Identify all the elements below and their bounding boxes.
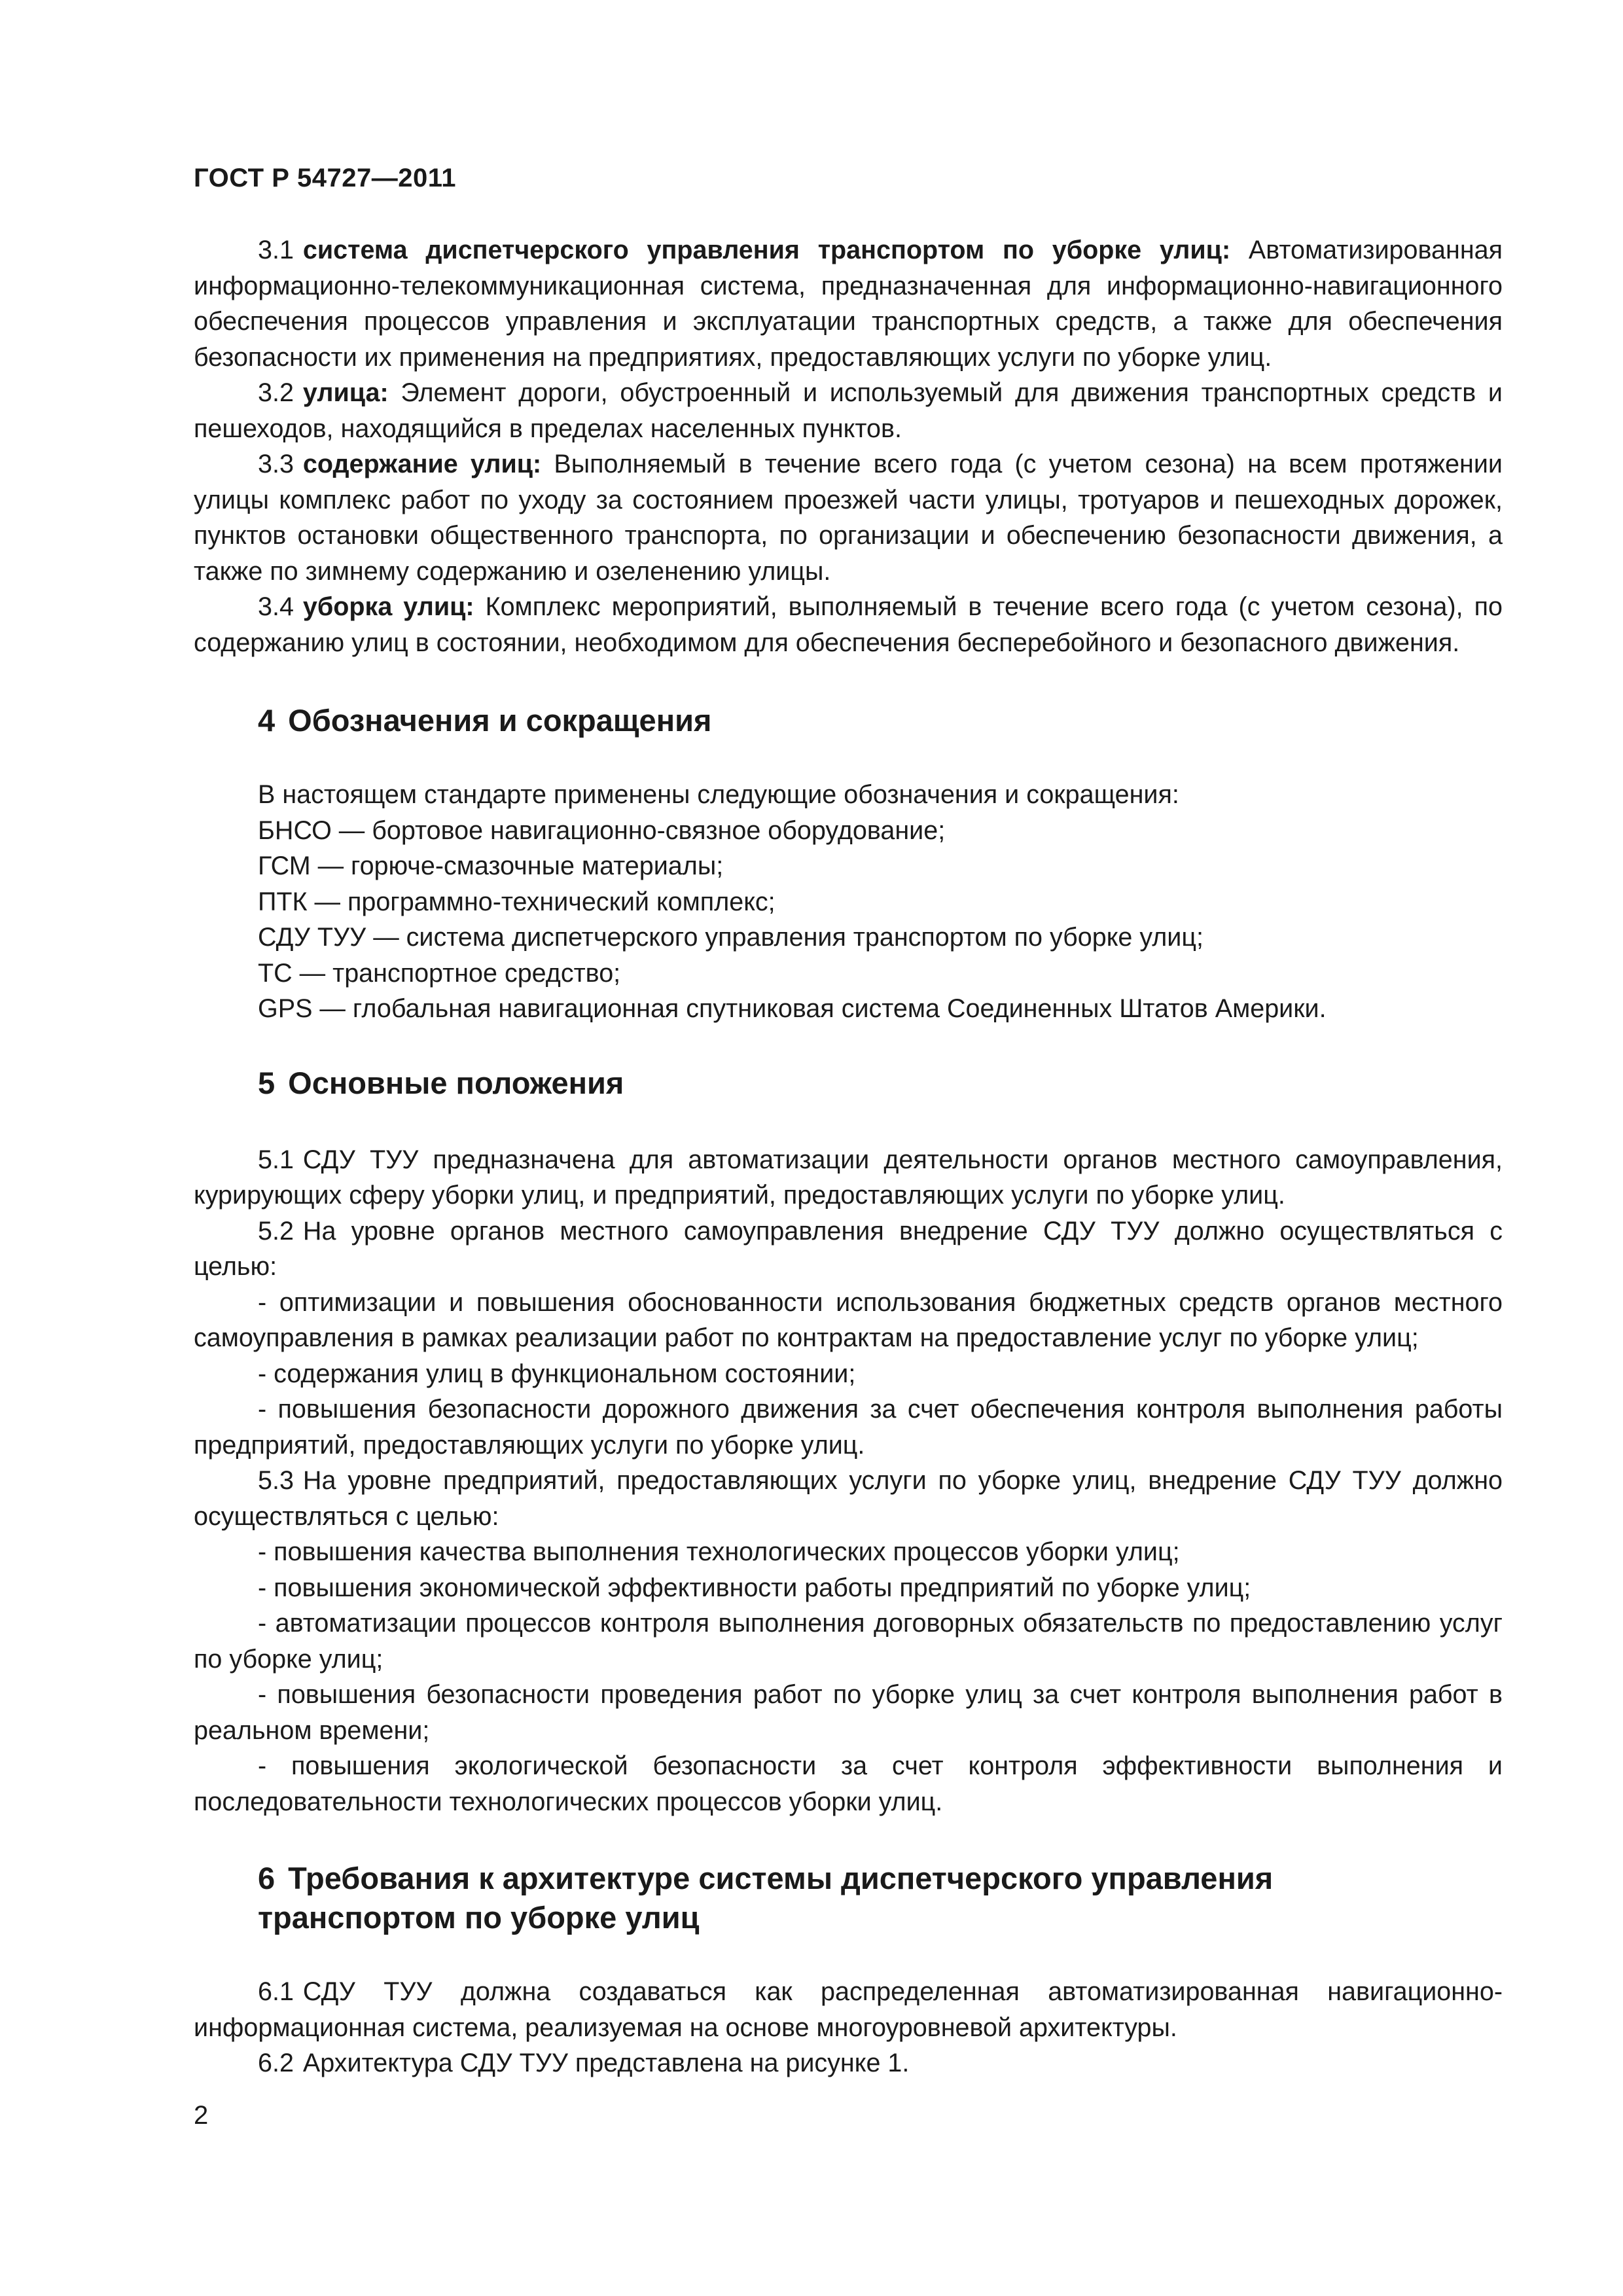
abbreviations-list [194, 777, 1503, 1027]
paragraph-text: На уровне предприятий, предоставляющих услуги по уборке улиц, внедрение СДУ ТУУ должно осуществляться с целью: [194, 1466, 1503, 1531]
abbreviation-item: БНСО — бортовое навигационно-связное оборудование; [258, 816, 946, 845]
term-definition: улица: [302, 378, 389, 407]
clause-number: 6.1 [258, 1977, 294, 2006]
term-definition: уборка улиц: [302, 592, 474, 621]
paragraph-3-1 [194, 232, 1503, 375]
list-item: - содержания улиц в функциональном состоянии; [258, 1359, 856, 1388]
clause-number: 5.2 [258, 1216, 294, 1246]
section-heading-6 [194, 1859, 1503, 1937]
term-definition: содержание улиц: [302, 450, 542, 478]
clause-number: 6.2 [258, 2049, 294, 2077]
paragraph-text: Архитектура СДУ ТУУ представлена на рисунке 1. [302, 2049, 910, 2077]
list-item: - автоматизации процессов контроля выполнения договорных обязательств по предоставлению услуг по уборке улиц; [194, 1609, 1503, 1674]
section-heading-5 [194, 1064, 1503, 1103]
section-number: 5 [258, 1065, 276, 1100]
list-item: - повышения экономической эффективности работы предприятий по уборке улиц; [258, 1573, 1251, 1602]
page-content [194, 232, 1503, 2081]
clause-number: 3.1 [258, 236, 294, 264]
abbreviation-item: ТС — транспортное средство; [258, 958, 621, 988]
page-number: 2 [194, 2101, 209, 2130]
clause-number: 3.2 [258, 378, 294, 407]
section-number: 4 [258, 703, 276, 738]
abbreviation-item: ПТК — программно-технический комплекс; [258, 887, 776, 916]
document-code-header: ГОСТ Р 54727—2011 [194, 164, 456, 192]
paragraph-text: Элемент дороги, обустроенный и используемый для движения транспортных средств и пешеходов, находящийся в пределах населенных пунктов. [194, 378, 1503, 443]
paragraph-6-1 [194, 1974, 1503, 2045]
paragraph-5-3 [194, 1463, 1503, 1534]
paragraph-text: Комплекс мероприятий, выполняемый в течение всего года (с учетом сезона), по содержанию улиц в состоянии, необходимом для обеспечения бесперебойного и безопасного движения. [194, 592, 1503, 657]
clause-number: 3.3 [258, 450, 294, 478]
abbreviation-item: GPS — глобальная навигационная спутниковая система Соединенных Штатов Америки. [258, 994, 1327, 1023]
term-definition: система диспетчерского управления транспортом по уборке улиц: [302, 236, 1231, 264]
section-title: Обозначения и сокращения [288, 703, 712, 738]
clause-number: 5.1 [258, 1145, 294, 1174]
clause-number: 5.3 [258, 1466, 294, 1495]
section-title: Основные положения [288, 1065, 624, 1100]
abbreviation-item: ГСМ — горюче-смазочные материалы; [258, 852, 724, 880]
paragraph-text: На уровне органов местного самоуправления внедрение СДУ ТУУ должно осуществляться с целью: [194, 1216, 1503, 1281]
list-item: - повышения безопасности проведения работ по уборке улиц за счет контроля выполнения работ в реальном времени; [194, 1680, 1503, 1745]
paragraph-5-2 [194, 1213, 1503, 1285]
paragraph-3-4 [194, 589, 1503, 660]
section-title-line2: транспортом по уборке улиц [258, 1900, 700, 1935]
paragraph-3-3 [194, 446, 1503, 589]
section-heading-4 [194, 701, 1503, 740]
paragraph-text: СДУ ТУУ должна создаваться как распределенная автоматизированная навигационно-информационная система, реализуемая на основе многоуровневой архитектуры. [194, 1977, 1503, 2042]
clause-number: 3.4 [258, 592, 294, 621]
paragraph-text: СДУ ТУУ предназначена для автоматизации деятельности органов местного самоуправления, курирующих сферу уборки улиц, и предприятий, предоставляющих услуги по уборке улиц. [194, 1145, 1503, 1210]
paragraph-text: Автоматизированная информационно-телекоммуникационная система, предназначенная для информационно-навигационного обеспечения процессов управления и эксплуатации транспортных средств, а также для обеспечения безопасности их применения на предприятиях, предоставляющих услуги по уборке улиц. [194, 236, 1503, 372]
paragraph-5-1 [194, 1142, 1503, 1213]
list-item: - повышения экологической безопасности за счет контроля эффективности выполнения и последовательности технологических процессов уборки улиц. [194, 1751, 1503, 1816]
paragraph-6-2 [194, 2045, 1503, 2081]
abbreviations-intro: В настоящем стандарте применены следующие обозначения и сокращения: [258, 780, 1179, 809]
paragraph-3-2 [194, 375, 1503, 446]
list-item: - повышения качества выполнения технологических процессов уборки улиц; [258, 1537, 1180, 1566]
abbreviation-item: СДУ ТУУ — система диспетчерского управления транспортом по уборке улиц; [258, 923, 1204, 952]
paragraph-text: Выполняемый в течение всего года (с учетом сезона) на всем протяжении улицы комплекс работ по уходу за состоянием проезжей части улицы, тротуаров и пешеходных дорожек, пунктов остановки общественного транспорта, по организации и обеспечению безопасности движения, а также по зимнему содержанию и озеленению улицы. [194, 450, 1503, 586]
list-item: - оптимизации и повышения обоснованности использования бюджетных средств органов местного самоуправления в рамках реализации работ по контрактам на предоставление услуг по уборке улиц; [194, 1287, 1503, 1352]
section-number: 6 [258, 1861, 276, 1895]
section-title-line1: Требования к архитектуре системы диспетчерского управления [288, 1861, 1274, 1895]
list-item: - повышения безопасности дорожного движения за счет обеспечения контроля выполнения работы предприятий, предоставляющих услуги по уборке улиц. [194, 1395, 1503, 1460]
